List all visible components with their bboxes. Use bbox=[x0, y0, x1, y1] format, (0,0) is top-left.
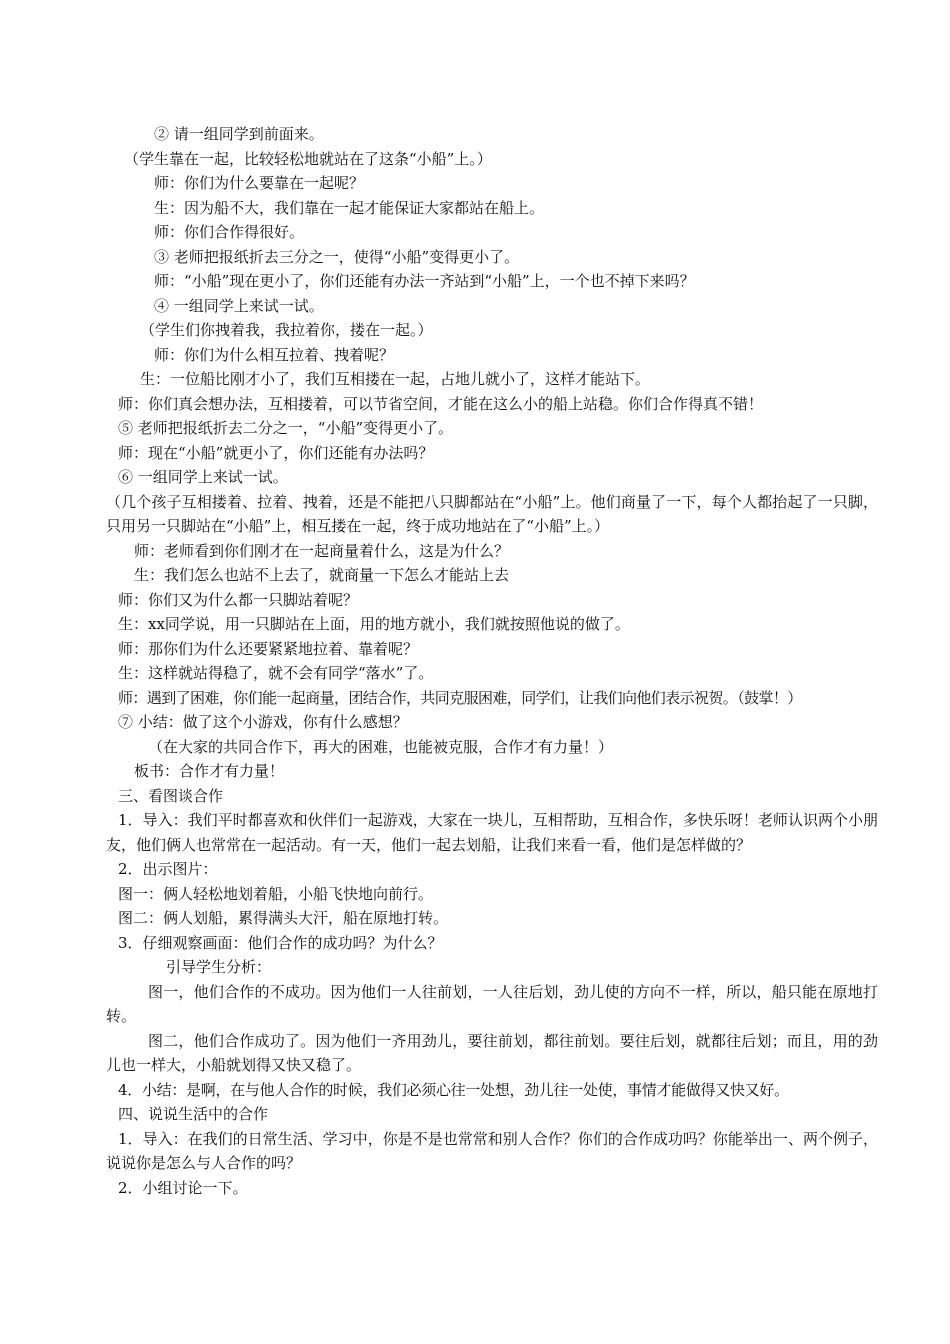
text-line: 师：你们真会想办法，互相搂着，可以节省空间，才能在这么小的船上站稳。你们合作得真不错！ bbox=[118, 394, 764, 413]
text-line: 图一：俩人轻松地划着船，小船飞快地向前行。 bbox=[118, 884, 434, 903]
text-line: ⑥ 一组同学上来试一试。 bbox=[118, 468, 288, 486]
text-line: 师：“小船”现在更小了，你们还能有办法一齐站到“小船”上，一个也不掉下来吗？ bbox=[154, 272, 695, 290]
text-line: 生：我们怎么也站不上去了，就商量一下怎么才能站上去 bbox=[134, 566, 510, 584]
text-line: （学生们你拽着我，我拉着你，搂在一起。） bbox=[140, 321, 433, 339]
text-line: 师：那你们为什么还要紧紧地拉着、靠着呢？ bbox=[118, 639, 419, 658]
text-line: 引导学生分析： bbox=[166, 958, 272, 976]
text-line: 生：一位船比刚才小了，我们互相搂在一起，占地儿就小了，这样才能站下。 bbox=[140, 370, 651, 388]
text-paragraph: 1．导入：在我们的日常生活、学习中，你是不是也常常和别人合作？你们的合作成功吗？你能举出一、两个例子，说说你是怎么与人合作的吗？ bbox=[106, 1129, 878, 1172]
text-line: 师：你们为什么要靠在一起呢？ bbox=[154, 174, 365, 192]
text-line: 图二：俩人划船，累得满头大汗，船在原地打转。 bbox=[118, 909, 449, 927]
text-line: （学生靠在一起，比较轻松地就站在了这条“小船”上。） bbox=[124, 149, 492, 168]
text-line: 2．小组讨论一下。 bbox=[118, 1178, 248, 1197]
text-line: 师：老师看到你们刚才在一起商量着什么，这是为什么？ bbox=[134, 541, 510, 560]
text-line: ⑤ 老师把报纸折去二分之一，“小船”变得更小了。 bbox=[118, 419, 454, 437]
text-line: ③ 老师把报纸折去三分之一，使得“小船”变得更小了。 bbox=[154, 247, 520, 266]
text-line: 师：现在“小船”就更小了，你们还能有办法吗？ bbox=[118, 443, 434, 462]
section-heading: 四、说说生活中的合作 bbox=[118, 1105, 269, 1123]
document-body bbox=[106, 122, 878, 1200]
text-paragraph: （几个孩子互相搂着、拉着、拽着，还是不能把八只脚都站在“小船”上。他们商量了一下，每个人都抬起了一只脚，只用另一只脚站在“小船”上，相互搂在一起，终于成功地站在了“小船”上。） bbox=[106, 492, 878, 535]
text-paragraph: 图一，他们合作的不成功。因为他们一人往前划，一人往后划，劲儿使的方向不一样，所以，船只能在原地打转。 bbox=[106, 982, 878, 1025]
text-paragraph: 1．导入：我们平时都喜欢和伙伴们一起游戏，大家在一块儿，互相帮助，互相合作，多快乐呀！老师认识两个小朋友，他们俩人也常常在一起活动。有一天，他们一起去划船，让我们来看一看，他们是怎样做的？ bbox=[106, 811, 878, 854]
text-line: 师：你们合作得很好。 bbox=[154, 223, 305, 241]
text-line: 生：这样就站得稳了，就不会有同学“落水”了。 bbox=[118, 664, 434, 682]
text-line: 生：xx同学说，用一只脚站在上面，用的地方就小，我们就按照他说的做了。 bbox=[118, 615, 630, 633]
section-heading: 三、看图谈合作 bbox=[118, 786, 224, 805]
text-line: 3．仔细观察画面：他们合作的成功吗？为什么？ bbox=[118, 933, 443, 952]
text-line: ② 请一组同学到前面来。 bbox=[154, 125, 324, 143]
text-line: （在大家的共同合作下，再大的困难，也能被克服，合作才有力量！） bbox=[148, 737, 614, 756]
text-line: 生：因为船不大，我们靠在一起才能保证大家都站在船上。 bbox=[154, 198, 545, 217]
text-line: ④ 一组同学上来试一试。 bbox=[154, 296, 324, 315]
text-line: ⑦ 小结：做了这个小游戏，你有什么感想？ bbox=[118, 713, 408, 731]
text-line: 4．小结：是啊，在与他人合作的时候，我们必须心往一处想，劲儿往一处使，事情才能做得又快又好。 bbox=[118, 1080, 789, 1099]
text-line: 师：你们为什么相互拉着、拽着呢？ bbox=[154, 345, 395, 364]
text-line: 师：你们又为什么都一只脚站着呢？ bbox=[118, 590, 359, 609]
text-line: 师：遇到了困难，你们能一起商量，团结合作，共同克服困难，同学们，让我们向他们表示祝贺。（鼓掌！） bbox=[118, 688, 802, 707]
text-line: 2．出示图片： bbox=[118, 860, 218, 878]
text-paragraph: 图二，他们合作成功了。因为他们一齐用劲儿，要往前划，都往前划。要往后划，就都往后划；而且，用的劲儿也一样大，小船就划得又快又稳了。 bbox=[106, 1031, 878, 1074]
text-line: 板书：合作才有力量！ bbox=[134, 762, 285, 780]
